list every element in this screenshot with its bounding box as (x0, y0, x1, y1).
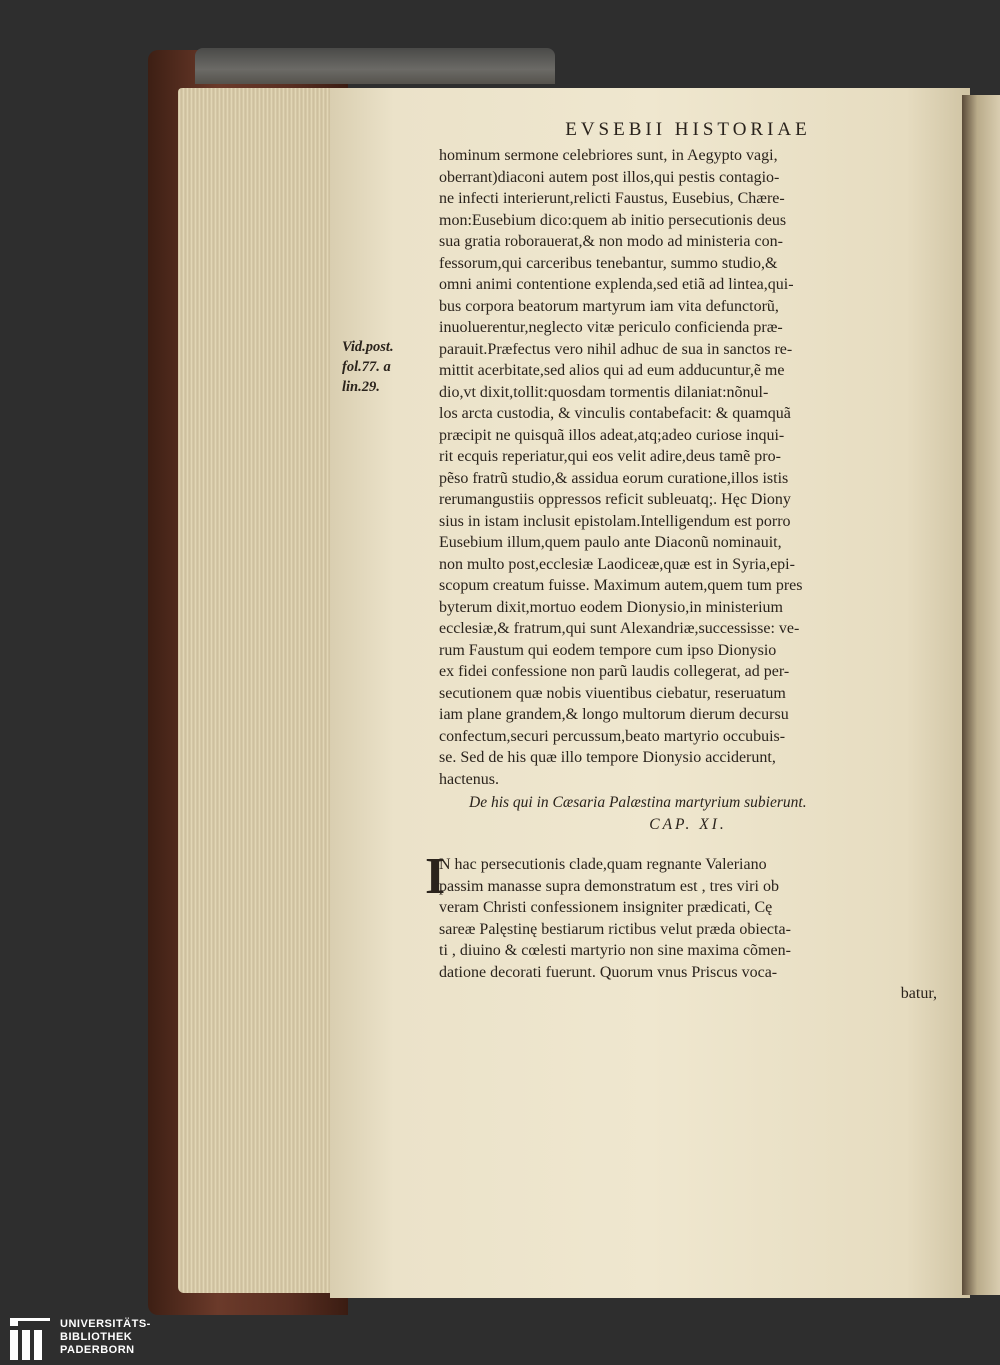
logo-line: BIBLIOTHEK (60, 1331, 133, 1343)
text-line: se. Sed de his quæ illo tempore Dionysio acciderunt, (439, 749, 776, 766)
chapter-title: De his qui in Cæsaria Palæstina martyrium subierunt. (469, 794, 807, 811)
text-line: mittit acerbitate,sed alios qui ad eum adducuntur,ẽ me (439, 362, 785, 379)
text-line: sua gratia roborauerat,& non modo ad ministeria con- (439, 233, 783, 250)
text-line: bus corpora beatorum martyrum iam vita defunctorũ, (439, 297, 779, 315)
logo-line: UNIVERSITÄTS- (60, 1318, 151, 1330)
catchword: batur, (900, 985, 937, 1002)
text-line: inuoluerentur,neglecto vitæ periculo conficienda præ- (439, 319, 783, 336)
library-logo-icon (8, 1316, 52, 1362)
text-line: non multo post,ecclesiæ Laodiceæ,quæ est in Syria,epi- (439, 555, 795, 573)
margin-note-line: fol.77. a (342, 359, 391, 375)
cover-top-edge (195, 48, 555, 84)
text-line: rum Faustum qui eodem tempore cum ipso Dionysio (439, 641, 777, 659)
text-line: datione decorati fuerunt. Quorum vnus Priscus voca- (439, 963, 778, 981)
logo-line: PADERBORN (60, 1344, 135, 1356)
text-line: veram Christi confessionem insigniter prædicati, Cę (439, 899, 773, 916)
text-line: rit ecquis reperiatur,qui eos velit adire,deus tamẽ pro- (439, 448, 781, 465)
facing-page-edge (962, 95, 1000, 1295)
text-line: ecclesiæ,& fratrum,qui sunt Alexandriæ,successisse: ve- (439, 620, 800, 637)
text-line: parauit.Præfectus vero nihil adhuc de sua in sanctos re- (439, 340, 793, 358)
library-logo (0, 1310, 200, 1365)
text-line: confectum,securi percussum,beato martyrio occubuis- (439, 727, 786, 745)
text-line: dio,vt dixit,tollit:quosdam tormentis dilaniat:nõnul- (439, 383, 769, 401)
text-line: Eusebium illum,quem paulo ante Diaconũ nominauit, (439, 534, 782, 551)
text-line: hactenus. (439, 770, 499, 788)
text-line: rerumangustiis oppressos reficit subleuatq;. Hęc Diony (439, 491, 791, 508)
text-line: los arcta custodia, & vinculis contabefacit: & quamquã (439, 405, 791, 422)
page-text (425, 118, 937, 1005)
body-text (439, 145, 937, 790)
text-line: fessorum,qui carceribus tenebantur, summo studio,& (439, 254, 778, 272)
text-line: byterum dixit,mortuo eodem Dionysio,in ministerium (439, 598, 783, 616)
drop-cap: I (425, 848, 446, 905)
text-line: N hac persecutionis clade,quam regnante Valeriano (439, 856, 767, 873)
text-line: passim manasse supra demonstratum est , tres viri ob (439, 877, 779, 895)
library-logo-text (60, 1318, 151, 1357)
margin-note-line: lin.29. (342, 379, 380, 395)
text-line: iam plane grandem,& longo multorum dierum decursu (439, 706, 789, 723)
chapter-text (425, 848, 937, 1005)
text-line: omni animi contentione explenda,sed etiã ad lintea,qui- (439, 276, 794, 293)
margin-note-line: Vid.post. (342, 339, 394, 355)
text-line: oberrant)diaconi autem post illos,qui pestis contagio- (439, 168, 780, 186)
text-line: pẽso fratrũ studio,& assidua eorum curatione,illos istis (439, 469, 789, 487)
text-line: scopum creatum fuisse. Maximum autem,quem tum pres (439, 577, 803, 594)
running-header: EVSEBII HISTORIAE (565, 119, 811, 140)
text-line: ne infecti interierunt,relicti Faustus, Eusebius, Chære- (439, 190, 785, 207)
text-line: sius in istam inclusit epistolam.Intelligendum est porro (439, 512, 791, 530)
text-line: secutionem quæ nobis viuentibus ciebatur, reseruatum (439, 684, 786, 702)
text-line: ex fidei confessione non parũ laudis collegerat, ad per- (439, 663, 790, 680)
text-line: mon:Eusebium dico:quem ab initio persecutionis deus (439, 211, 787, 229)
margin-note (342, 337, 437, 397)
text-line: sareæ Palęstinę bestiarum rictibus velut præda obiecta- (439, 920, 791, 938)
text-line: hominum sermone celebriores sunt, in Aegypto vagi, (439, 147, 778, 164)
text-line: ti , diuino & cœlesti martyrio non sine maxima cõmen- (439, 942, 791, 959)
chapter-number: CAP. XI. (649, 816, 727, 833)
page-edges (178, 88, 338, 1293)
text-line: præcipit ne quisquã illos adeat,atq;adeo curiose inqui- (439, 426, 785, 444)
